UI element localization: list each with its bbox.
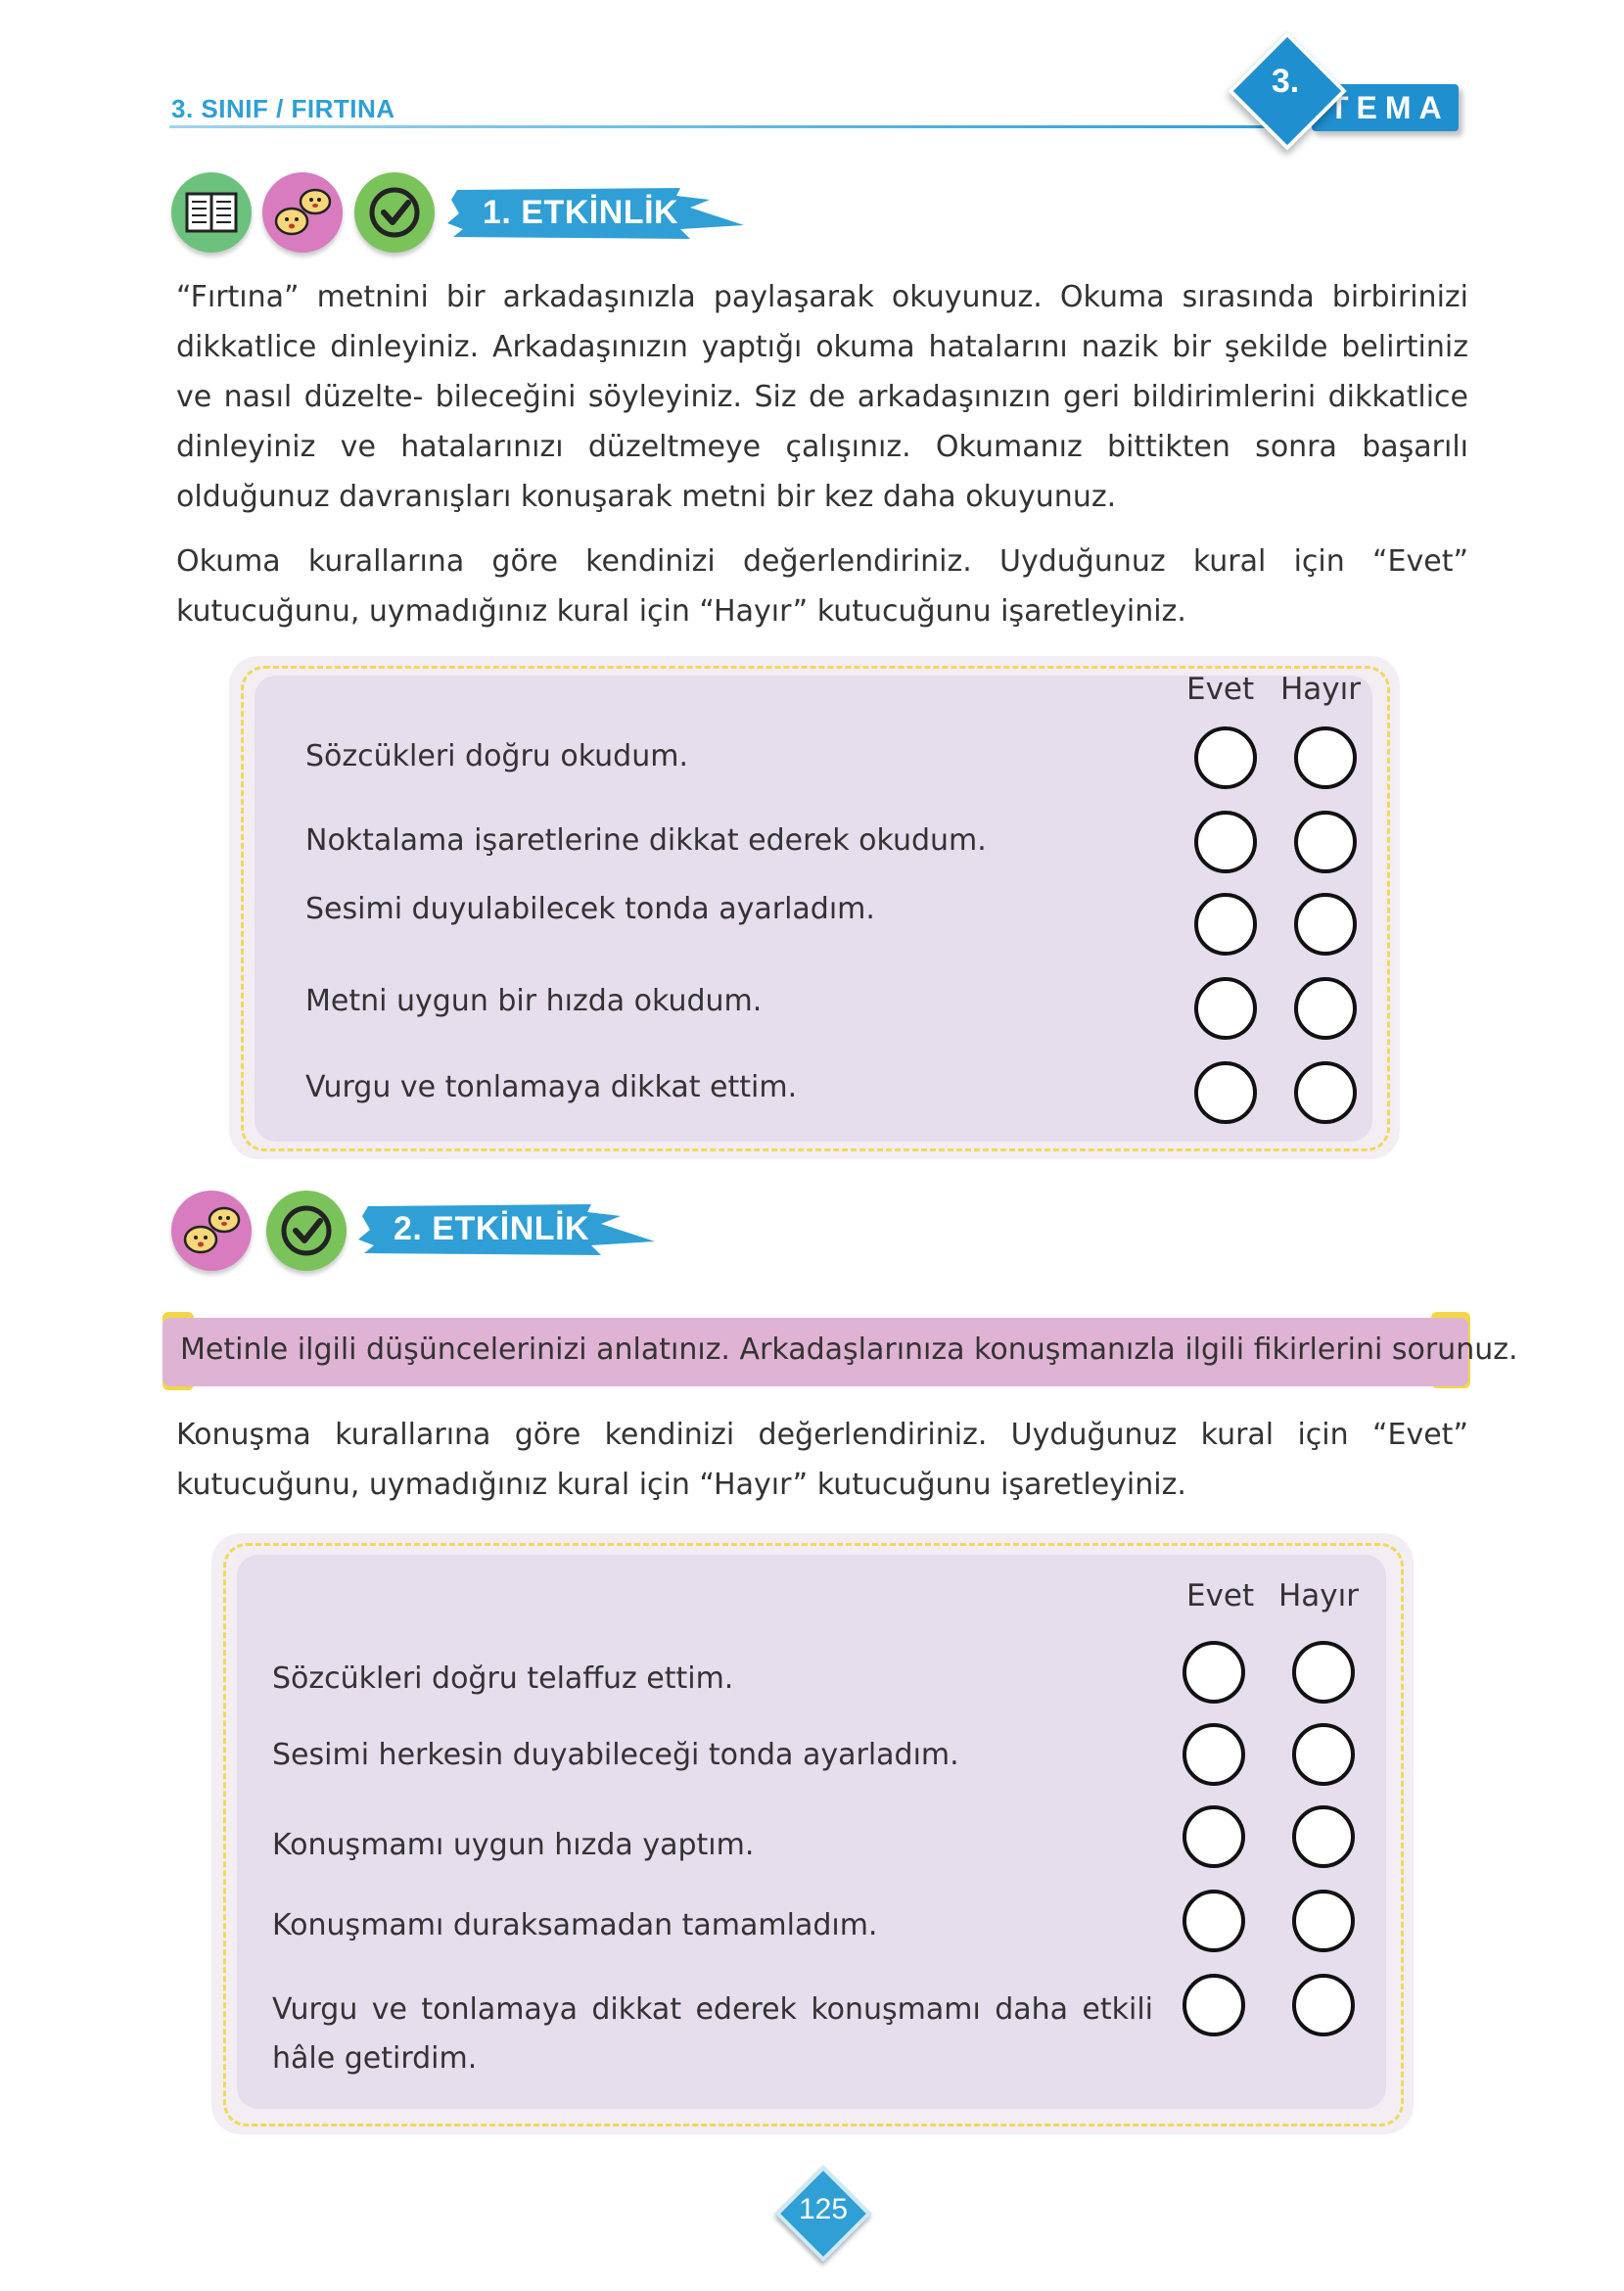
yes-column-header: Evet (1186, 672, 1255, 707)
header-divider (169, 125, 1285, 128)
activity-1-title: 1. ETKİNLİK (483, 194, 679, 231)
checklist-item: Sözcükleri doğru telaffuz ettim. (272, 1661, 734, 1696)
talk-bubbles-icon (171, 1191, 252, 1271)
activity-2-evaluation-prompt: Konuşma kurallarına göre kendinizi değerlendiriniz. Uyduğunuz kural için “Evet” kutucuğunu, uymadığınız kural için “Hayır” kutucuğunu işaretleyiniz. (176, 1418, 1468, 1502)
no-checkbox-5[interactable] (1292, 1974, 1355, 2036)
no-checkbox-4[interactable] (1292, 1890, 1355, 1952)
no-checkbox-5[interactable] (1294, 1061, 1357, 1124)
yes-column-header: Evet (1186, 1578, 1255, 1613)
page-header-title: 3. SINIF / FIRTINA (171, 94, 395, 123)
yes-checkbox-5[interactable] (1183, 1974, 1245, 2036)
theme-number: 3. (1271, 63, 1300, 100)
activity-2-title: 2. ETKİNLİK (394, 1210, 590, 1247)
page-number: 125 (798, 2193, 849, 2225)
checklist-item: Noktalama işaretlerine dikkat ederek okudum. (305, 823, 987, 858)
no-checkbox-2[interactable] (1292, 1723, 1355, 1786)
talk-bubbles-icon (262, 172, 343, 253)
checkmark-icon (354, 172, 435, 253)
yes-checkbox-4[interactable] (1183, 1890, 1245, 1952)
activity-1-banner (445, 186, 749, 237)
yes-checkbox-1[interactable] (1194, 726, 1257, 789)
no-checkbox-4[interactable] (1294, 977, 1357, 1040)
no-checkbox-3[interactable] (1292, 1805, 1355, 1868)
no-column-header: Hayır (1280, 672, 1362, 707)
checklist-item: Konuşmamı uygun hızda yaptım. (272, 1828, 755, 1862)
checklist-item: Sözcükleri doğru okudum. (305, 739, 688, 773)
yes-checkbox-3[interactable] (1194, 893, 1257, 956)
no-checkbox-2[interactable] (1294, 811, 1357, 873)
yes-checkbox-4[interactable] (1194, 977, 1257, 1040)
checklist-item: Konuşmamı duraksamadan tamamladım. (272, 1908, 878, 1942)
no-checkbox-1[interactable] (1294, 726, 1357, 789)
yes-checkbox-1[interactable] (1183, 1641, 1245, 1704)
no-column-header: Hayır (1278, 1578, 1360, 1613)
yes-checkbox-2[interactable] (1194, 811, 1257, 873)
checklist-item: Sesimi duyulabilecek tonda ayarladım. (305, 892, 875, 926)
yes-checkbox-2[interactable] (1183, 1723, 1245, 1786)
checklist-item: Sesimi herkesin duyabileceği tonda ayarladım. (272, 1738, 959, 1772)
activity-1-evaluation-prompt: Okuma kurallarına göre kendinizi değerlendiriniz. Uyduğunuz kural için “Evet” kutucuğunu, uymadığınız kural için “Hayır” kutucuğunu işaretleyiniz. (176, 544, 1468, 629)
checkmark-icon (266, 1191, 347, 1271)
yes-checkbox-3[interactable] (1183, 1805, 1245, 1868)
book-icon (171, 172, 252, 253)
activity-2-instruction: Metinle ilgili düşüncelerinizi anlatınız. Arkadaşlarınıza konuşmanızla ilgili fikirlerini sorunuz. (180, 1333, 1518, 1367)
yes-checkbox-5[interactable] (1194, 1061, 1257, 1124)
no-checkbox-3[interactable] (1294, 893, 1357, 956)
theme-label: TEMA (1329, 90, 1450, 125)
no-checkbox-1[interactable] (1292, 1641, 1355, 1704)
checklist-item: Vurgu ve tonlamaya dikkat ettim. (305, 1070, 798, 1104)
activity-1-instructions: “Fırtına” metnini bir arkadaşınızla paylaşarak okuyunuz. Okuma sırasında birbirinizi dikkatlice dinleyiniz. Arkadaşınızın yaptığı okuma hatalarını nazik bir şekilde belirtiniz ve nasıl düzelte- bileceğini söyleyiniz. Siz de arkadaşınızın geri bildirimlerini dikkatlice dinleyiniz ve hatalarınızı düzeltmeye çalışınız. Okumanız bittikten sonra başarılı olduğunuz davranışları konuşarak metni bir kez daha okuyunuz. (176, 280, 1468, 514)
activity-2-banner (356, 1202, 660, 1253)
checklist-item: Vurgu ve tonlamaya dikkat ederek konuşmamı daha etkili hâle getirdim. (272, 1992, 1153, 2076)
checklist-item: Metni uygun bir hızda okudum. (305, 984, 763, 1018)
